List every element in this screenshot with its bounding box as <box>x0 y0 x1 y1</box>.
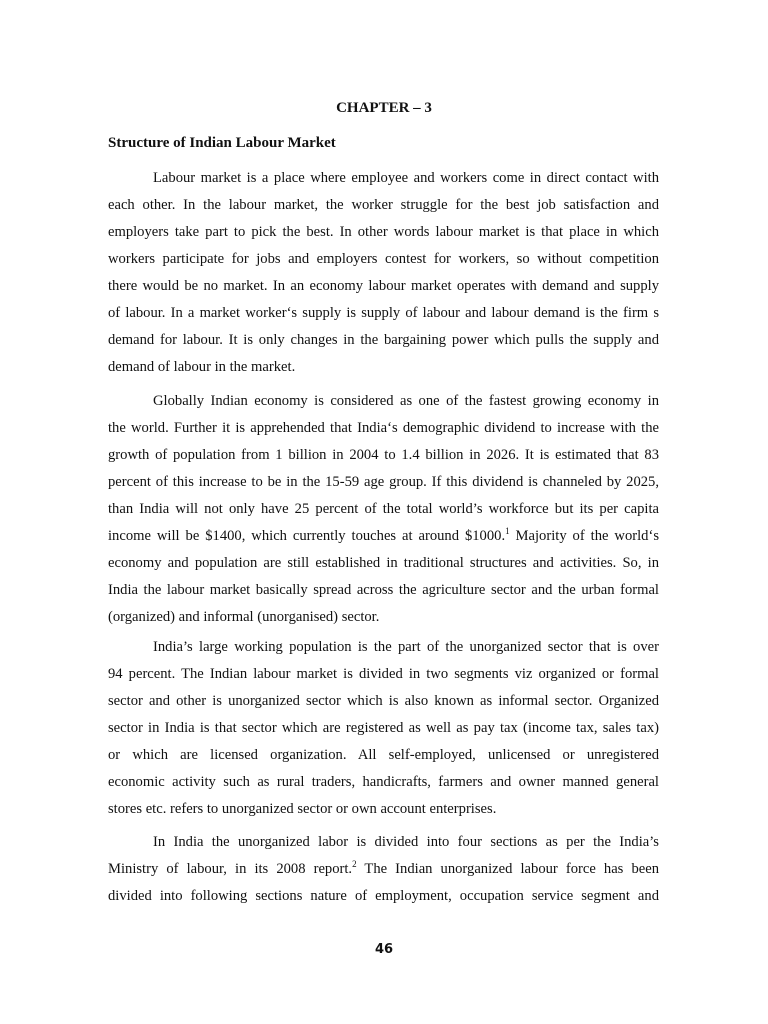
paragraph-line: India the labour market basically spread across the agriculture sector and the urban formal <box>108 582 659 598</box>
paragraph-line: 94 percent. The Indian labour market is divided in two segments viz organized or formal <box>108 666 659 682</box>
paragraph-line: divided into following sections nature of employment, occupation service segment and <box>108 888 659 904</box>
paragraph-line: economic activity such as rural traders, handicrafts, farmers and owner manned general <box>108 774 659 790</box>
paragraph-line: the world. Further it is apprehended that India‘s demographic dividend to increase with the <box>108 420 659 436</box>
paragraph-4 <box>108 829 659 910</box>
paragraph-line: Globally Indian economy is considered as one of the fastest growing economy in <box>153 393 659 409</box>
paragraph-line: economy and population are still established in traditional structures and activities. So, in <box>108 555 659 571</box>
paragraph-line: stores etc. refers to unorganized sector or own account enterprises. <box>108 801 497 817</box>
footnote-ref-2[interactable]: 2 <box>352 859 357 870</box>
paragraph-3 <box>108 634 659 823</box>
chapter-heading: CHAPTER – 3 <box>336 100 432 116</box>
footnote-ref-1[interactable]: 1 <box>505 526 510 537</box>
paragraph-line: than India will not only have 25 percent of the total world’s workforce but its per capita <box>108 501 659 517</box>
paragraph-1 <box>108 165 659 381</box>
paragraph-line: income will be $1400, which currently touches at around $1000. <box>108 528 506 544</box>
paragraph-line: there would be no market. In an economy labour market operates with demand and supply <box>108 278 659 294</box>
paragraph-line: Labour market is a place where employee and workers come in direct contact with <box>153 170 659 186</box>
paragraph-line: sector and other is unorganized sector which is also known as informal sector. Organized <box>108 693 659 709</box>
paragraph-line: India’s large working population is the part of the unorganized sector that is over <box>153 639 659 655</box>
paragraph-line: growth of population from 1 billion in 2004 to 1.4 billion in 2026. It is estimated that 83 <box>108 447 659 463</box>
page-number: 46 <box>374 942 394 957</box>
paragraph-line: sector in India is that sector which are registered as well as pay tax (income tax, sales tax) <box>108 720 659 736</box>
paragraph-line: each other. In the labour market, the worker struggle for the best job satisfaction and <box>108 197 659 213</box>
paragraph-line: (organized) and informal (unorganised) sector. <box>108 609 380 625</box>
paragraph-line: In India the unorganized labor is divided into four sections as per the India’s <box>153 834 659 850</box>
section-title: Structure of Indian Labour Market <box>108 135 336 151</box>
paragraph-line: percent of this increase to be in the 15-59 age group. If this dividend is channeled by 2025, <box>108 474 659 490</box>
paragraph-line: employers take part to pick the best. In other words labour market is that place in which <box>108 224 659 240</box>
paragraph-line: demand for labour. It is only changes in the bargaining power which pulls the supply and <box>108 332 659 348</box>
paragraph-line-tail: The Indian unorganized labour force has been <box>356 861 659 877</box>
paragraph-line-tail: Majority of the world‘s <box>509 528 659 544</box>
paragraph-line: workers participate for jobs and employers contest for workers, so without competition <box>108 251 659 267</box>
paragraph-line: or which are licensed organization. All self-employed, unlicensed or unregistered <box>108 747 659 763</box>
paragraph-line: demand of labour in the market. <box>108 359 296 375</box>
paragraph-2 <box>108 388 659 631</box>
paragraph-line: Ministry of labour, in its 2008 report. <box>108 861 353 877</box>
paragraph-line: of labour. In a market worker‘s supply is supply of labour and labour demand is the firm s <box>108 305 659 321</box>
